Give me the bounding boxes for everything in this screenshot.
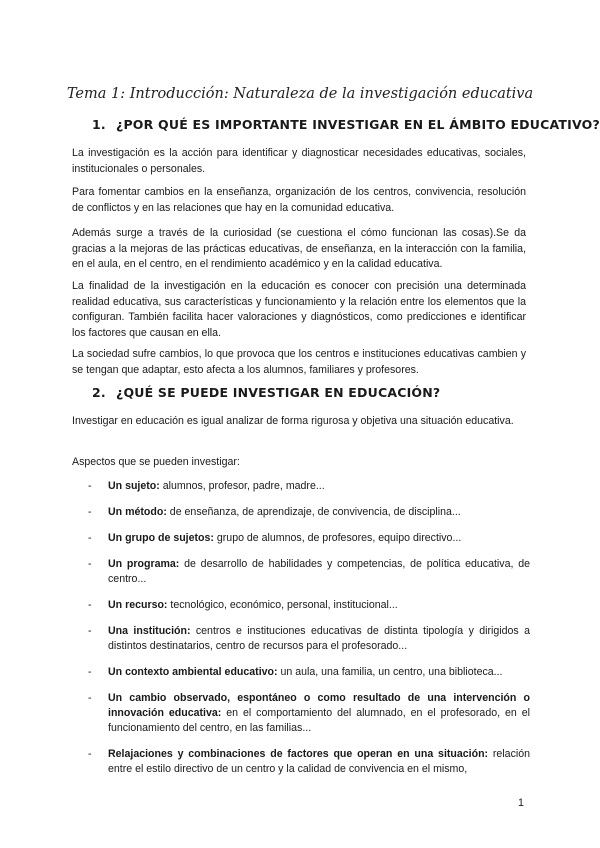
list-item [72,531,530,546]
list-item-text: un aula, una familia, un centro, una biblioteca... [277,666,503,678]
bullet: - [88,666,92,678]
section-1-paragraph-2: Para fomentar cambios en la enseñanza, organización de los centros, convivencia, resolución de conflictos y en las relaciones que hay en la comunidad educativa. [72,186,526,214]
list-item-term: Un sujeto: [108,480,160,492]
page-number: 1 [518,797,524,809]
section-1-heading [92,117,600,132]
list-item-term: Relajaciones y combinaciones de factores que operan en una situación: [108,748,489,760]
list-item-term: Un programa: [108,558,180,570]
list-item-term: Una institución: [108,625,191,637]
section-1-number: 1. [92,117,106,132]
section-1-paragraph-5: La sociedad sufre cambios, lo que provoca que los centros e instituciones educativas cambien y se tengan que adaptar, esto afecta a los alumnos, familiares y profesores. [72,348,526,376]
list-item [72,479,530,494]
list-item [72,598,530,613]
document-title: Tema 1: Introducción: Naturaleza de la investigación educativa [66,86,534,102]
list-item-text: en el comportamiento del alumnado, en el profesorado, en el funcionamiento del centro, en las familias... [108,707,530,734]
section-2-heading [92,385,440,400]
list-item-text: de desarrollo de habilidades y competencias, de política educativa, de centro... [108,558,530,585]
list-item-term: Un contexto ambiental educativo: [108,666,278,678]
bullet: - [88,748,92,760]
aspects-label: Aspectos que se pueden investigar: [72,456,240,468]
section-2-heading-text: ¿QUÉ SE PUEDE INVESTIGAR EN EDUCACIÓN? [116,385,441,400]
list-item-term: Un método: [108,506,167,518]
bullet: - [88,692,92,704]
list-item-term: Un grupo de sujetos: [108,532,214,544]
aspects-list [72,479,530,777]
list-item-text: centros e instituciones educativas de distinta tipología y dirigidos a distintos destinatarios, centro de recursos para el profesorado... [108,625,530,652]
section-1-paragraph-1: La investigación es la acción para identificar y diagnosticar necesidades educativas, sociales, institucionales o personales. [72,147,526,175]
list-item-term: Un recurso: [108,599,168,611]
section-1-heading-text: ¿POR QUÉ ES IMPORTANTE INVESTIGAR EN EL ÁMBITO EDUCATIVO? [116,117,600,132]
list-item-text: tecnológico, económico, personal, institucional... [167,599,398,611]
section-1-paragraph-3: Además surge a través de la curiosidad (se cuestiona el cómo funcionan las cosas).Se da gracias a la mejoras de las prácticas educativas, de enseñanza, en la interacción con la familia, en el aula, en el centro, en el rendimiento académico y en la calidad educativa. [72,227,526,270]
list-item [72,691,530,736]
bullet: - [88,625,92,637]
list-item-term: Un cambio observado, espontáneo o como resultado de una intervención o innovación educativa: [108,692,530,719]
bullet: - [88,506,92,518]
list-item-text: grupo de alumnos, de profesores, equipo directivo... [213,532,462,544]
list-item [72,624,530,654]
bullet: - [88,599,92,611]
bullet: - [88,532,92,544]
list-item [72,747,530,777]
section-2-intro: Investigar en educación es igual analizar de forma rigurosa y objetiva una situación educativa. [72,415,514,427]
section-2-number: 2. [92,385,106,400]
list-item-text: de enseñanza, de aprendizaje, de convivencia, de disciplina... [166,506,461,518]
bullet: - [88,558,92,570]
list-item [72,665,530,680]
section-1-paragraph-4: La finalidad de la investigación en la educación es conocer con precisión una determinada realidad educativa, sus características y funcionamiento y la relación entre los elementos que la configuran. También facilita hacer valoraciones y diagnósticos, como predicciones e identificar los factores que causan en ella. [72,280,526,339]
list-item-text: alumnos, profesor, padre, madre... [159,480,325,492]
list-item [72,505,530,520]
list-item-text: relación entre el estilo directivo de un centro y la calidad de convivencia en el mismo, [108,748,531,775]
list-item [72,557,530,587]
bullet: - [88,480,92,492]
